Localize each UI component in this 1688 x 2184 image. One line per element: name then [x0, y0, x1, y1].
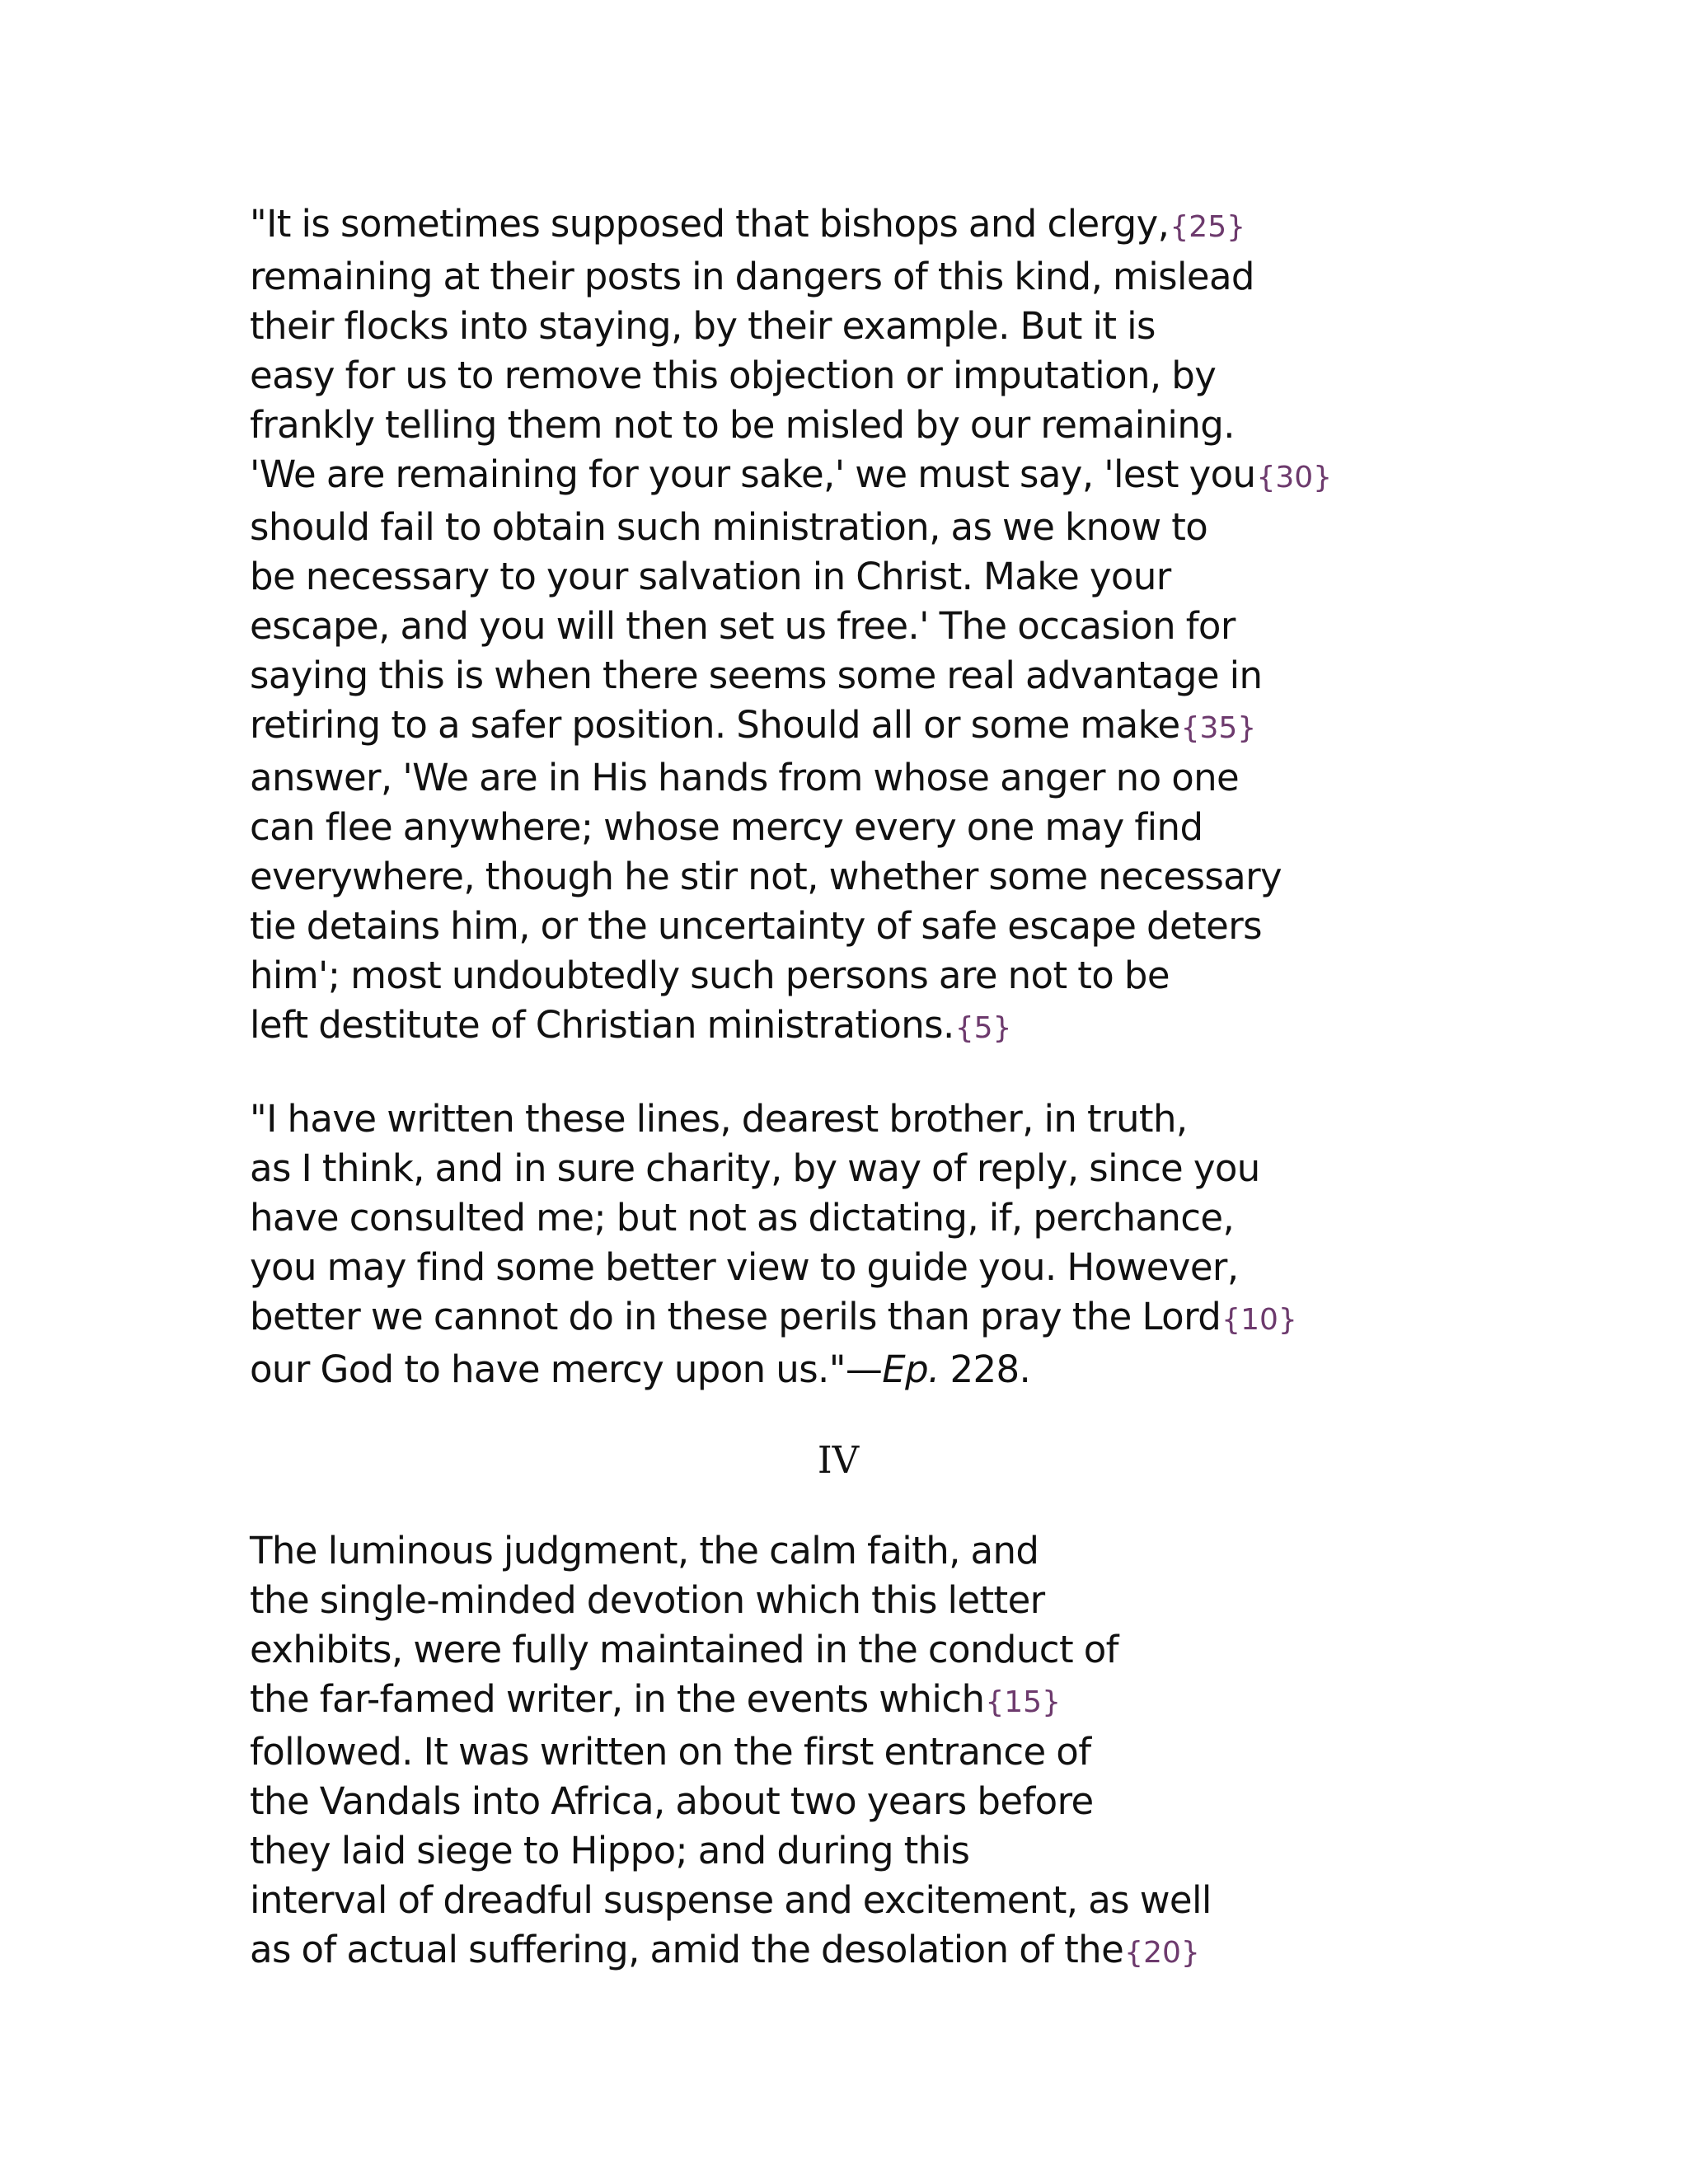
- line-text: the far-famed writer, in the events which: [250, 1677, 985, 1721]
- line-number-marker: {25}: [1170, 210, 1246, 244]
- text-line: [250, 651, 1486, 701]
- line-text: saying this is when there seems some real advantage in: [250, 654, 1263, 697]
- text-line: [250, 252, 1486, 302]
- text-line: [250, 951, 1486, 1001]
- line-text: remaining at their posts in dangers of this kind, mislead: [250, 255, 1254, 298]
- line-text: him'; most undoubtedly such persons are not to be: [250, 954, 1170, 997]
- text-line: [250, 450, 1486, 503]
- line-text: they laid siege to Hippo; and during this: [250, 1829, 970, 1872]
- text-line: [250, 803, 1486, 852]
- text-line: [250, 602, 1486, 651]
- section-spacer: [250, 1485, 1486, 1526]
- line-text: as of actual suffering, amid the desolation of the: [250, 1928, 1124, 1971]
- document-page: [250, 199, 1486, 1978]
- text-line: [250, 1576, 1486, 1625]
- line-text: be necessary to your salvation in Christ. Make your: [250, 555, 1171, 598]
- text-line: [250, 1675, 1486, 1727]
- paragraph-commentary: [250, 1526, 1486, 1978]
- text-line: [250, 701, 1486, 753]
- text-line: [250, 552, 1486, 602]
- line-number-marker: {15}: [985, 1685, 1061, 1719]
- paragraph-letter-closing: [250, 1094, 1486, 1394]
- text-line: [250, 902, 1486, 951]
- line-text: The luminous judgment, the calm faith, and: [250, 1529, 1039, 1572]
- line-text: "It is sometimes supposed that bishops and clergy,: [250, 202, 1170, 246]
- text-line: [250, 753, 1486, 803]
- text-line: [250, 401, 1486, 450]
- text-line: [250, 1777, 1486, 1826]
- text-line: [250, 351, 1486, 401]
- citation-source: Ep.: [882, 1347, 940, 1391]
- text-line: [250, 1625, 1486, 1675]
- paragraph-spacer: [250, 1053, 1486, 1094]
- line-text: answer, 'We are in His hands from whose anger no one: [250, 756, 1240, 799]
- line-text: our God to have mercy upon us."—: [250, 1347, 883, 1391]
- text-line: [250, 1243, 1486, 1292]
- text-line: [250, 1094, 1486, 1144]
- line-text: escape, and you will then set us free.' The occasion for: [250, 604, 1236, 648]
- section-spacer: [250, 1394, 1486, 1436]
- line-text: left destitute of Christian ministrations.: [250, 1003, 954, 1047]
- text-line: [250, 1526, 1486, 1576]
- line-text: followed. It was written on the first entrance of: [250, 1730, 1091, 1774]
- text-line: [250, 1876, 1486, 1925]
- line-text: you may find some better view to guide you. However,: [250, 1245, 1239, 1289]
- line-text: as I think, and in sure charity, by way of reply, since you: [250, 1146, 1260, 1190]
- line-text: the single-minded devotion which this letter: [250, 1578, 1045, 1622]
- paragraph-letter-excerpt: [250, 199, 1486, 1053]
- line-text: retiring to a safer position. Should all or some make: [250, 703, 1180, 747]
- text-line: [250, 1144, 1486, 1193]
- line-text: "I have written these lines, dearest brother, in truth,: [250, 1097, 1188, 1141]
- line-number-marker: {5}: [954, 1011, 1012, 1045]
- text-line: [250, 852, 1486, 902]
- line-text: 'We are remaining for your sake,' we must say, 'lest you: [250, 452, 1256, 496]
- line-text: should fail to obtain such ministration, as we know to: [250, 505, 1208, 549]
- text-line: [250, 1193, 1486, 1243]
- text-line: [250, 1001, 1486, 1053]
- line-text: tie detains him, or the uncertainty of safe escape deters: [250, 904, 1262, 948]
- line-text: easy for us to remove this objection or imputation, by: [250, 354, 1217, 397]
- line-text: frankly telling them not to be misled by our remaining.: [250, 403, 1235, 447]
- line-text: interval of dreadful suspense and excitement, as well: [250, 1878, 1212, 1922]
- text-line: [250, 302, 1486, 351]
- line-number-marker: {30}: [1256, 461, 1333, 494]
- line-text: their flocks into staying, by their example. But it is: [250, 304, 1156, 348]
- line-number-marker: {35}: [1180, 711, 1257, 745]
- text-line: [250, 1345, 1486, 1394]
- line-text: everywhere, though he stir not, whether some necessary: [250, 855, 1282, 898]
- text-line: [250, 1925, 1486, 1978]
- text-line: [250, 1292, 1486, 1345]
- text-line: [250, 1727, 1486, 1777]
- line-text: the Vandals into Africa, about two years before: [250, 1779, 1094, 1823]
- line-text: can flee anywhere; whose mercy every one may find: [250, 805, 1203, 849]
- line-text: better we cannot do in these perils than pray the Lord: [250, 1295, 1221, 1338]
- text-line: [250, 1826, 1486, 1876]
- line-text: have consulted me; but not as dictating, if, perchance,: [250, 1196, 1235, 1240]
- line-number-marker: {10}: [1221, 1303, 1297, 1337]
- line-text: exhibits, were fully maintained in the conduct of: [250, 1628, 1118, 1671]
- citation-number: 228.: [939, 1347, 1031, 1391]
- section-heading: IV: [817, 1438, 860, 1482]
- text-line: [250, 503, 1486, 552]
- line-number-marker: {20}: [1124, 1936, 1200, 1970]
- text-line: [250, 199, 1486, 252]
